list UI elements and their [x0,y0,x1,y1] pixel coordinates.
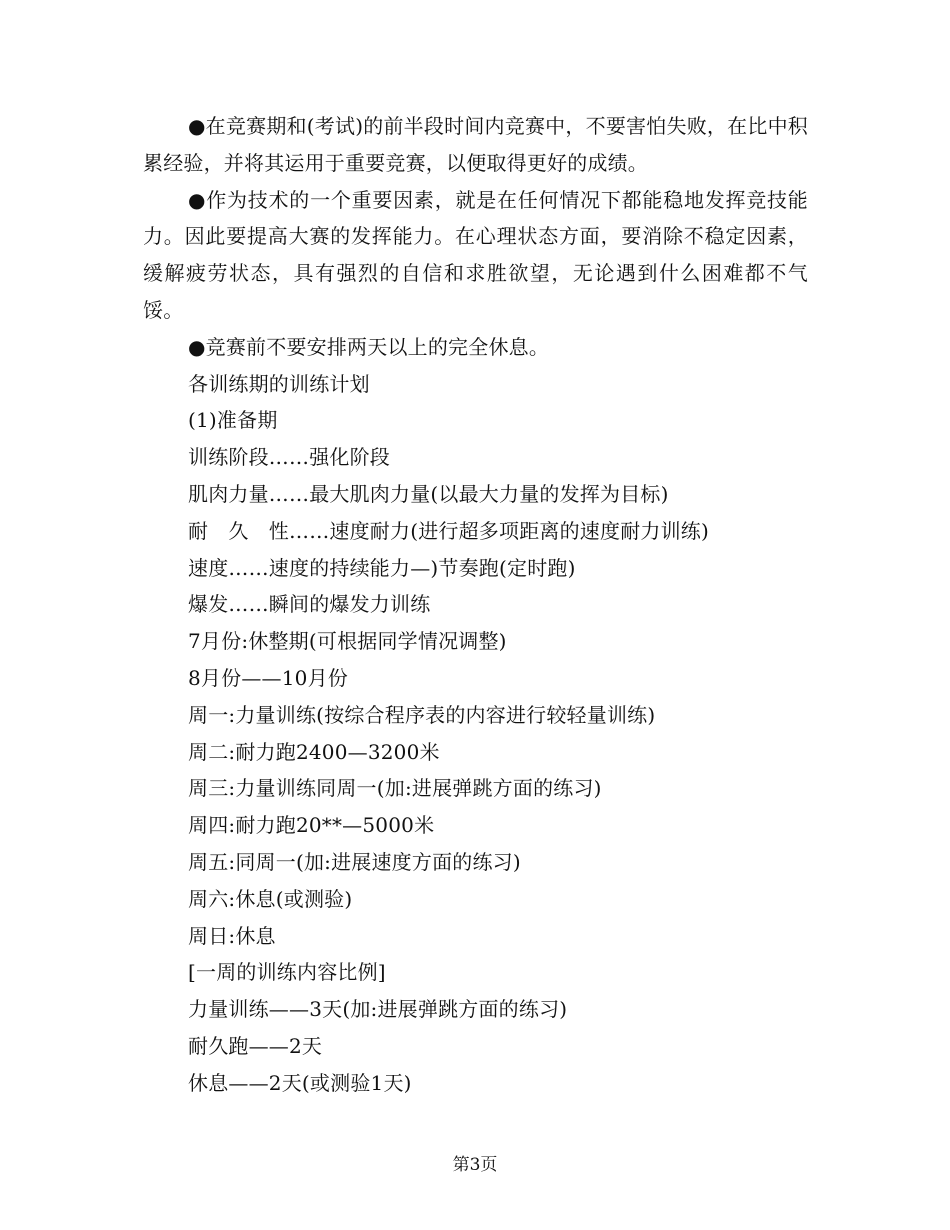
schedule-thursday: 周四:耐力跑20**—5000米 [188,813,435,838]
text-line-endurance: 耐 久 性……速度耐力(进行超多项距离的速度耐力训练) [188,518,710,543]
schedule-tuesday: 周二:耐力跑2400—3200米 [188,739,440,764]
paragraph-technical-stability: ●作为技术的一个重要因素，就是在任何情况下都能稳地发挥竞技能力。因此要提高大赛的发挥能力。在心理状态方面，要消除不稳定因素，缓解疲劳状态，具有强烈的自信和求胜欲望，无论遇到什么困难都不气馁。 [143,187,808,322]
text-line-muscle-strength: 肌肉力量……最大肌肉力量(以最大力量的发挥为目标) [188,481,669,506]
paragraph-rest-before-competition: ●竞赛前不要安排两天以上的完全休息。 [188,334,550,359]
weekly-ratio-endurance-run: 耐久跑——2天 [188,1033,323,1058]
weekly-ratio-heading: [一周的训练内容比例] [188,960,386,985]
text-line-training-stage: 训练阶段……强化阶段 [188,445,390,470]
weekly-ratio-rest: 休息——2天(或测验1天) [188,1070,412,1095]
text-line-july: 7月份:休整期(可根据同学情况调整) [188,629,507,654]
page-number: 第3页 [452,1155,498,1175]
paragraph-competition-experience: ●在竞赛期和(考试)的前半段时间内竞赛中，不要害怕失败，在比中积累经验，并将其运用于重要竞赛，以便取得更好的成绩。 [143,114,808,175]
subheading-preparation-period: (1)准备期 [188,408,278,433]
document-body [143,108,808,1102]
section-heading-training-plan: 各训练期的训练计划 [188,371,370,396]
text-line-speed: 速度……速度的持续能力—)节奏跑(定时跑) [188,555,576,580]
schedule-sunday: 周日:休息 [188,923,276,948]
text-line-explosive-power: 爆发……瞬间的爆发力训练 [188,592,431,617]
schedule-wednesday: 周三:力量训练同周一(加:进展弹跳方面的练习) [188,776,602,801]
schedule-monday: 周一:力量训练(按综合程序表的内容进行较轻量训练) [188,702,656,727]
schedule-friday: 周五:同周一(加:进展速度方面的练习) [188,849,521,874]
weekly-ratio-strength: 力量训练——3天(加:进展弹跳方面的练习) [188,997,568,1022]
text-line-august-october: 8月份——10月份 [188,665,348,690]
schedule-saturday: 周六:休息(或测验) [188,886,353,911]
